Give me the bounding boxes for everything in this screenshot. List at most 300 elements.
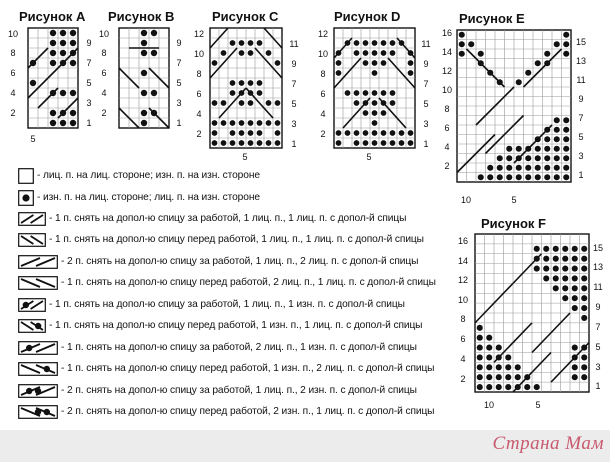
purl-dot — [141, 50, 147, 56]
left-purl-4b-icon — [18, 405, 58, 419]
purl-dot — [562, 295, 568, 301]
row-number: 4 — [101, 88, 107, 98]
purl-dot — [248, 100, 254, 106]
row-number: 4 — [460, 354, 466, 364]
row-number: 8 — [196, 69, 202, 79]
purl-dot — [544, 174, 550, 180]
purl-dot — [505, 384, 511, 390]
purl-dot — [572, 295, 578, 301]
column-number: 5 — [535, 400, 541, 410]
purl-dot — [408, 60, 414, 66]
purl-dot — [487, 174, 493, 180]
purl-dot — [581, 285, 587, 291]
purl-dot — [151, 50, 157, 56]
purl-dot — [60, 90, 66, 96]
legend-text: - 1 п. снять на допол-ю спицу перед работой, 2 лиц. п., 1 лиц. п. с допол-й спицы — [61, 277, 436, 288]
right-cross-4-icon — [18, 255, 58, 269]
purl-dot — [248, 130, 254, 136]
row-number: 7 — [595, 322, 601, 332]
purl-dot — [554, 155, 560, 161]
purl-dot — [354, 90, 360, 96]
purl-dot — [221, 100, 227, 106]
stitch-grid-f — [475, 234, 589, 392]
legend-item-left-purl-4b — [18, 402, 434, 421]
purl-dot — [221, 140, 227, 146]
purl-dot — [553, 275, 559, 281]
purl-dot — [275, 130, 281, 136]
row-number: 6 — [460, 334, 466, 344]
purl-dot — [563, 127, 569, 133]
purl-dot — [544, 51, 550, 57]
stitch-grid-a — [28, 28, 78, 128]
purl-dot — [363, 40, 369, 46]
legend-item-left-purl-3 — [18, 316, 422, 335]
purl-dot — [372, 130, 378, 136]
purl-dot — [372, 70, 378, 76]
purl-dot — [505, 364, 511, 370]
purl-dot — [562, 275, 568, 281]
purl-dot — [516, 79, 522, 85]
row-number: 10 — [441, 85, 452, 95]
purl-dot — [477, 364, 483, 370]
purl-dot — [50, 50, 56, 56]
purl-dot — [544, 136, 550, 142]
purl-dot — [535, 174, 541, 180]
left-cross-3-icon — [18, 233, 46, 247]
purl-dot — [35, 322, 41, 328]
purl-dot — [372, 50, 378, 56]
row-number: 8 — [444, 104, 450, 114]
symbol-frame — [19, 276, 58, 289]
purl-dot — [257, 120, 263, 126]
chart-title-a: Рисунок A — [19, 9, 86, 24]
purl-dot — [496, 364, 502, 370]
row-number: 8 — [101, 48, 107, 58]
purl-dot — [35, 408, 41, 414]
row-number: 10 — [98, 29, 109, 39]
purl-dot — [581, 374, 587, 380]
purl-dot — [354, 100, 360, 106]
purl-dot — [553, 256, 559, 262]
row-number: 16 — [441, 28, 452, 38]
purl-dot — [354, 130, 360, 136]
purl-dot — [381, 50, 387, 56]
purl-dot — [497, 165, 503, 171]
chart-title-b: Рисунок B — [108, 9, 175, 24]
row-number: 4 — [196, 109, 202, 119]
row-number: 11 — [576, 75, 586, 85]
purl-dot — [535, 60, 541, 66]
purl-dot — [23, 301, 29, 307]
purl-dot — [562, 285, 568, 291]
purl-dot — [60, 40, 66, 46]
purl-dot — [506, 155, 512, 161]
purl-dot — [381, 40, 387, 46]
purl-dot — [372, 140, 378, 146]
row-number: 3 — [595, 362, 601, 372]
purl-dot — [554, 146, 560, 152]
row-number: 3 — [578, 151, 584, 161]
purl-dot — [563, 32, 569, 38]
purl-dot — [486, 354, 492, 360]
purl-dot — [70, 90, 76, 96]
row-number: 10 — [317, 49, 328, 59]
row-number: 5 — [291, 99, 297, 109]
symbol-frame — [19, 168, 34, 183]
legend-item-right-cross-3 — [18, 209, 406, 228]
legend-text: - 2 п. снять на допол-ю спицу за работой, 1 лиц. п., 2 лиц. п. с допол-й спицы — [61, 256, 419, 267]
purl-stitch-icon — [18, 190, 34, 206]
purl-dot — [562, 246, 568, 252]
purl-dot — [572, 305, 578, 311]
purl-dot — [230, 80, 236, 86]
purl-dot — [390, 130, 396, 136]
row-number: 3 — [423, 119, 429, 129]
row-number: 6 — [320, 89, 326, 99]
purl-dot — [50, 40, 56, 46]
purl-dot — [543, 256, 549, 262]
purl-dot — [44, 408, 50, 414]
legend-text: - изн. п. на лиц. стороне; лиц. п. на изн. стороне — [37, 192, 260, 203]
symbol-frame — [19, 212, 46, 225]
chart-title-c: Рисунок C — [212, 9, 279, 24]
purl-dot — [543, 266, 549, 272]
purl-dot — [70, 30, 76, 36]
row-number: 1 — [291, 139, 297, 149]
purl-dot — [506, 165, 512, 171]
purl-dot — [496, 384, 502, 390]
purl-dot — [354, 50, 360, 56]
legend-item-knit — [18, 166, 260, 185]
column-number: 5 — [242, 152, 248, 162]
row-number: 9 — [595, 302, 601, 312]
legend-item-right-purl-4 — [18, 338, 417, 357]
purl-dot — [275, 100, 281, 106]
purl-dot — [372, 110, 378, 116]
purl-dot — [372, 40, 378, 46]
row-number: 3 — [86, 98, 92, 108]
purl-dot — [525, 165, 531, 171]
purl-dot — [408, 130, 414, 136]
row-number: 6 — [101, 68, 107, 78]
row-number: 12 — [193, 29, 204, 39]
purl-dot — [266, 50, 272, 56]
purl-dot — [459, 51, 465, 57]
purl-dot — [345, 90, 351, 96]
purl-dot — [543, 246, 549, 252]
chart-title-d: Рисунок D — [334, 9, 401, 24]
purl-dot — [515, 364, 521, 370]
purl-dot — [230, 120, 236, 126]
purl-dot — [554, 165, 560, 171]
purl-dot — [572, 275, 578, 281]
column-number: 5 — [366, 152, 372, 162]
row-number: 6 — [10, 68, 16, 78]
purl-dot — [581, 246, 587, 252]
purl-dot — [390, 50, 396, 56]
purl-dot — [506, 174, 512, 180]
purl-dot — [239, 40, 245, 46]
stitch-grid-b — [119, 28, 169, 128]
legend-text: - 1 п. снять на допол-ю спицу перед работой, 1 лиц. п., 1 лиц. п. с допол-й спицы — [49, 234, 424, 245]
purl-dot — [390, 40, 396, 46]
purl-dot — [497, 155, 503, 161]
row-number: 3 — [291, 119, 297, 129]
purl-dot — [230, 140, 236, 146]
row-number: 6 — [444, 123, 450, 133]
purl-dot — [257, 40, 263, 46]
column-number: 5 — [30, 134, 36, 144]
purl-dot — [581, 315, 587, 321]
legend-text: - 1 п. снять на допол-ю спицу перед работой, 1 изн. п., 2 лиц. п. с допол-й спицы — [61, 363, 435, 374]
purl-dot — [248, 50, 254, 56]
purl-dot — [70, 120, 76, 126]
purl-dot — [459, 41, 465, 47]
purl-dot — [141, 120, 147, 126]
purl-dot — [212, 100, 218, 106]
purl-dot — [496, 374, 502, 380]
purl-dot — [478, 174, 484, 180]
row-number: 9 — [578, 94, 584, 104]
chart-title-f: Рисунок F — [481, 216, 546, 231]
purl-dot — [266, 100, 272, 106]
purl-dot — [516, 174, 522, 180]
row-number: 2 — [460, 374, 466, 384]
purl-dot — [563, 117, 569, 123]
purl-dot — [257, 140, 263, 146]
row-number: 2 — [10, 108, 16, 118]
row-number: 13 — [575, 56, 586, 66]
row-number: 12 — [441, 66, 452, 76]
purl-dot — [581, 354, 587, 360]
purl-dot — [544, 155, 550, 161]
row-number: 9 — [291, 59, 297, 69]
purl-dot — [381, 90, 387, 96]
purl-dot — [221, 120, 227, 126]
purl-dot — [372, 60, 378, 66]
row-number: 3 — [176, 98, 182, 108]
purl-dot — [478, 51, 484, 57]
purl-dot — [239, 80, 245, 86]
purl-dot — [534, 266, 540, 272]
purl-dot — [239, 100, 245, 106]
purl-dot — [141, 110, 147, 116]
legend-text: - 1 п. снять на допол-ю спицу за работой, 1 лиц. п., 1 лиц. п. с допол-й спицы — [49, 213, 407, 224]
row-number: 1 — [86, 118, 92, 128]
row-number: 4 — [444, 142, 450, 152]
row-number: 14 — [457, 256, 468, 266]
symbol-frame — [19, 362, 58, 375]
purl-dot — [363, 140, 369, 146]
legend-text: - 1 п. снять на допол-ю спицу за работой, 2 лиц. п., 1 изн. п. с допол-й спицы — [61, 342, 417, 353]
purl-dot — [543, 275, 549, 281]
purl-dot — [516, 146, 522, 152]
purl-dot — [381, 130, 387, 136]
purl-dot — [477, 374, 483, 380]
purl-dot — [363, 60, 369, 66]
purl-dot — [381, 110, 387, 116]
purl-dot — [354, 140, 360, 146]
purl-dot — [581, 266, 587, 272]
purl-dot — [497, 174, 503, 180]
purl-dot — [141, 90, 147, 96]
purl-dot — [496, 345, 502, 351]
row-number: 1 — [595, 381, 601, 391]
purl-dot — [60, 30, 66, 36]
row-number: 1 — [176, 118, 182, 128]
row-number: 5 — [86, 78, 92, 88]
legend-text: - 1 п. снять на допол-ю спицу за работой, 1 лиц. п., 1 изн. п. с допол-й спицы — [49, 299, 405, 310]
purl-dot — [524, 384, 530, 390]
stitch-grid-d — [334, 28, 415, 148]
row-number: 5 — [423, 99, 429, 109]
row-number: 2 — [196, 129, 202, 139]
purl-dot — [50, 30, 56, 36]
row-number: 11 — [421, 39, 431, 49]
legend-item-right-cross-4 — [18, 252, 418, 271]
purl-dot — [563, 51, 569, 57]
legend-item-right-purl-4b — [18, 381, 417, 400]
row-number: 4 — [10, 88, 16, 98]
legend-item-right-purl-3 — [18, 295, 405, 314]
purl-dot — [534, 384, 540, 390]
purl-dot — [487, 165, 493, 171]
purl-dot — [336, 140, 342, 146]
purl-dot — [151, 90, 157, 96]
purl-dot — [581, 295, 587, 301]
row-number: 12 — [457, 275, 468, 285]
purl-dot — [399, 140, 405, 146]
purl-dot — [486, 345, 492, 351]
purl-dot — [534, 246, 540, 252]
row-number: 5 — [595, 342, 601, 352]
stitch-grid-c — [210, 28, 282, 148]
purl-dot — [239, 140, 245, 146]
purl-dot — [239, 50, 245, 56]
purl-dot — [363, 90, 369, 96]
purl-dot — [336, 130, 342, 136]
purl-dot — [248, 80, 254, 86]
purl-dot — [516, 165, 522, 171]
purl-dot — [381, 60, 387, 66]
purl-dot — [553, 266, 559, 272]
legend-text: - 1 п. снять на допол-ю спицу перед работой, 1 изн. п., 1 лиц. п. с допол-й спицы — [49, 320, 423, 331]
purl-dot — [408, 140, 414, 146]
purl-dot — [230, 90, 236, 96]
stitch-grid-e — [457, 30, 571, 182]
purl-dot — [22, 194, 29, 201]
purl-dot — [562, 266, 568, 272]
purl-dot — [141, 70, 147, 76]
purl-dot — [553, 285, 559, 291]
left-purl-3-icon — [18, 319, 46, 333]
purl-dot — [390, 100, 396, 106]
purl-dot — [390, 140, 396, 146]
purl-dot — [212, 120, 218, 126]
purl-dot — [572, 256, 578, 262]
purl-dot — [266, 120, 272, 126]
row-number: 8 — [460, 314, 466, 324]
purl-dot — [26, 387, 32, 393]
purl-dot — [554, 174, 560, 180]
row-number: 2 — [320, 129, 326, 139]
row-number: 7 — [86, 58, 92, 68]
purl-dot — [230, 130, 236, 136]
legend-item-left-cross-3 — [18, 230, 424, 249]
purl-dot — [572, 374, 578, 380]
purl-dot — [26, 344, 32, 350]
purl-dot — [553, 246, 559, 252]
purl-dot — [381, 140, 387, 146]
purl-dot — [506, 146, 512, 152]
purl-dot — [141, 30, 147, 36]
purl-dot — [563, 155, 569, 161]
row-number: 15 — [592, 243, 603, 253]
purl-dot — [563, 146, 569, 152]
purl-dot — [354, 40, 360, 46]
column-number: 5 — [511, 195, 517, 205]
purl-dot — [363, 110, 369, 116]
purl-dot — [477, 345, 483, 351]
purl-dot — [363, 130, 369, 136]
purl-dot — [554, 136, 560, 142]
purl-dot — [477, 384, 483, 390]
right-purl-4-icon — [18, 341, 58, 355]
row-number: 8 — [320, 69, 326, 79]
purl-dot — [581, 256, 587, 262]
legend-text: - 2 п. снять на допол-ю спицу за работой, 1 лиц. п., 2 изн. п. с допол-й спицы — [61, 385, 417, 396]
row-number: 7 — [423, 79, 429, 89]
row-number: 9 — [423, 59, 429, 69]
column-number: 10 — [460, 195, 471, 205]
chart-title-e: Рисунок E — [459, 11, 525, 26]
row-number: 7 — [176, 58, 182, 68]
row-number: 1 — [578, 170, 584, 180]
purl-dot — [50, 110, 56, 116]
purl-dot — [572, 285, 578, 291]
row-number: 9 — [176, 38, 182, 48]
purl-dot — [275, 120, 281, 126]
row-number: 7 — [578, 113, 584, 123]
purl-dot — [572, 345, 578, 351]
purl-dot — [554, 117, 560, 123]
symbol-frame — [19, 341, 58, 354]
left-cross-4-icon — [18, 276, 58, 290]
purl-dot — [563, 174, 569, 180]
purl-dot — [581, 305, 587, 311]
row-number: 14 — [441, 47, 452, 57]
row-number: 2 — [444, 161, 450, 171]
purl-dot — [336, 70, 342, 76]
purl-dot — [372, 90, 378, 96]
purl-dot — [239, 120, 245, 126]
purl-dot — [35, 387, 41, 393]
legend-item-left-cross-4 — [18, 273, 436, 292]
row-number: 15 — [575, 37, 586, 47]
purl-dot — [257, 130, 263, 136]
legend-item-left-purl-4 — [18, 359, 434, 378]
purl-dot — [477, 335, 483, 341]
purl-dot — [70, 110, 76, 116]
purl-dot — [248, 120, 254, 126]
purl-dot — [363, 50, 369, 56]
purl-dot — [30, 80, 36, 86]
purl-dot — [248, 140, 254, 146]
purl-dot — [477, 354, 483, 360]
purl-dot — [581, 364, 587, 370]
purl-dot — [212, 140, 218, 146]
row-number: 4 — [320, 109, 326, 119]
